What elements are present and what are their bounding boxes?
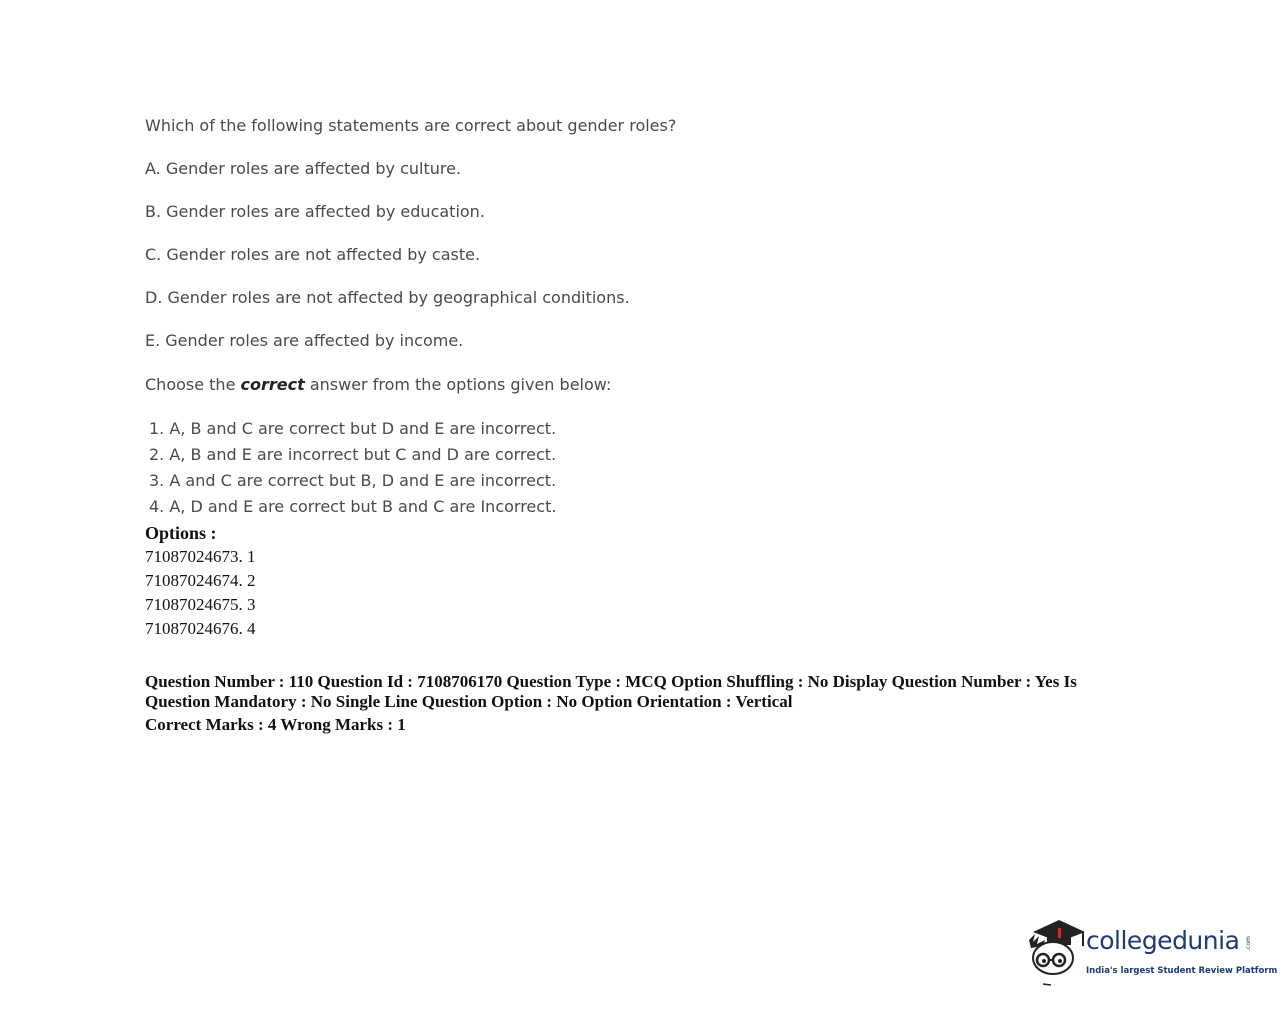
statement-d: D. Gender roles are not affected by geographical conditions.	[145, 288, 630, 307]
collegedunia-logo	[1025, 918, 1278, 988]
choice-2: 2. A, B and E are incorrect but C and D are correct.	[149, 445, 557, 464]
question-prompt: Which of the following statements are correct about gender roles?	[145, 116, 677, 135]
option-item-1: 71087024673. 1	[145, 547, 256, 566]
options-title: Options :	[145, 523, 217, 543]
option-item-3: 71087024675. 3	[145, 595, 256, 614]
statement-a: A. Gender roles are affected by culture.	[145, 159, 462, 178]
instruction	[145, 375, 611, 394]
instruction-emphasis: correct	[240, 375, 305, 394]
logo-name: collegedunia	[1086, 926, 1240, 955]
statement-e: E. Gender roles are affected by income.	[145, 331, 464, 350]
logo-tagline: India's largest Student Review Platform	[1086, 966, 1278, 976]
statement-b: B. Gender roles are affected by education.	[145, 202, 485, 221]
instruction-after: answer from the options given below:	[304, 375, 612, 394]
mascot-icon	[1025, 918, 1087, 988]
instruction-before: Choose the	[145, 375, 241, 394]
choice-1: 1. A, B and C are correct but D and E are incorrect.	[149, 419, 557, 438]
choice-4: 4. A, D and E are correct but B and C are Incorrect.	[149, 497, 557, 516]
logo-com: .com	[1244, 936, 1252, 951]
question-marks: Correct Marks : 4 Wrong Marks : 1	[145, 715, 406, 734]
statement-c: C. Gender roles are not affected by caste.	[145, 245, 481, 264]
choice-3: 3. A and C are correct but B, D and E are incorrect.	[149, 471, 557, 490]
option-item-4: 71087024676. 4	[145, 619, 256, 638]
option-item-2: 71087024674. 2	[145, 571, 256, 590]
question-meta: Question Number : 110 Question Id : 7108706170 Question Type : MCQ Option Shuffling : No Display Question Number : Yes Is Question Mandatory : No Single Line Question Option : No Option Orientation : Vertical	[145, 672, 1077, 711]
